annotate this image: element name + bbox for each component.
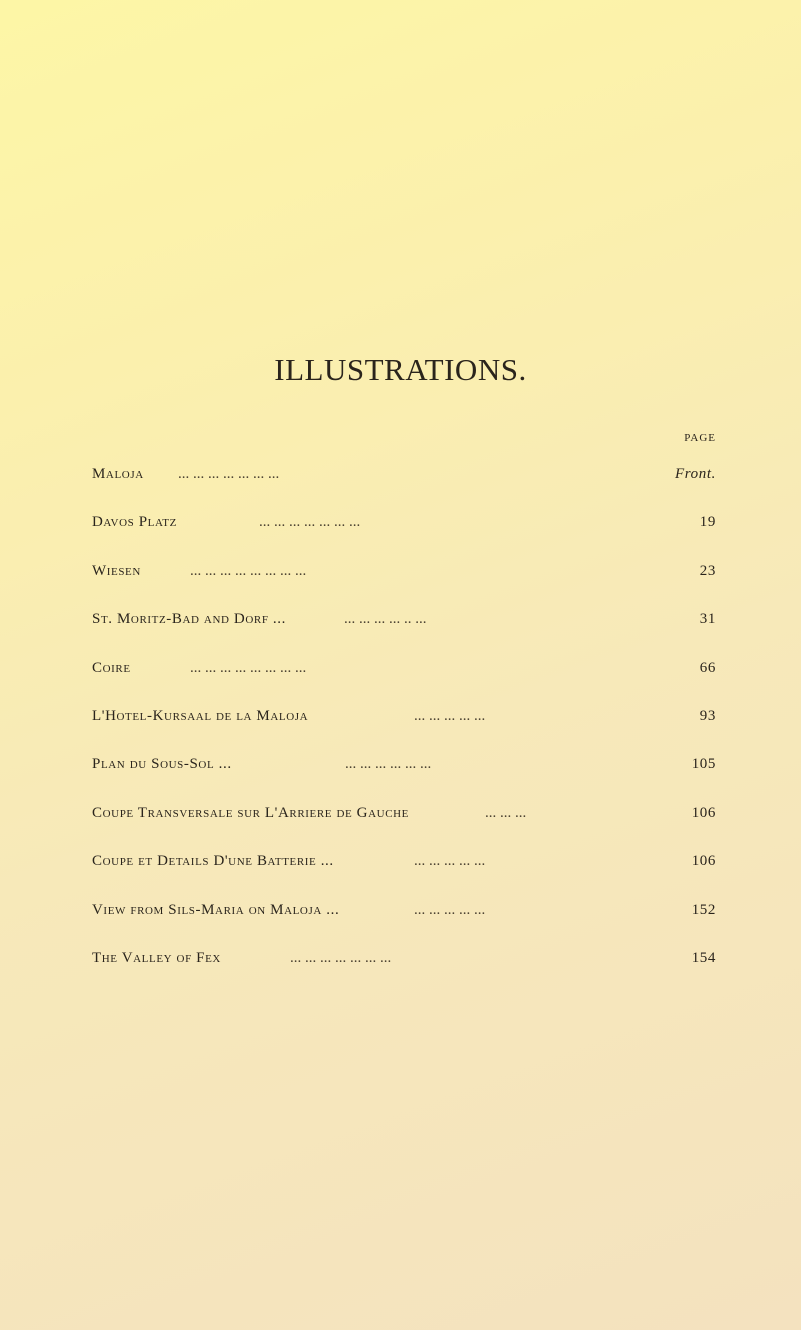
- entry-title: Coupe et Details D'une Batterie ...: [92, 853, 334, 870]
- dot-leader: ... ... ... ... ... ... ... ...: [190, 562, 307, 579]
- entry-page: 19: [699, 514, 716, 531]
- entry-page: 66: [699, 659, 716, 676]
- page-column-label: PAGE: [684, 432, 716, 444]
- dot-leader: ... ... ... ... ...: [414, 853, 486, 870]
- dot-leader: ... ... ... ... .. ...: [344, 611, 427, 628]
- list-item: [92, 504, 716, 552]
- entry-page: 106: [691, 853, 716, 870]
- dot-leader: ... ... ...: [485, 804, 527, 821]
- entry-title: Plan du Sous-Sol ...: [92, 756, 232, 773]
- list-item: [92, 795, 716, 843]
- dot-leader: ... ... ... ... ... ... ...: [290, 949, 392, 966]
- entry-page: 152: [691, 901, 716, 918]
- entry-title: Wiesen: [92, 562, 141, 579]
- page-heading: ILLUSTRATIONS.: [274, 352, 527, 387]
- entry-title: The Valley of Fex: [92, 949, 221, 966]
- list-item: [92, 650, 716, 698]
- list-item: [92, 843, 716, 891]
- dot-leader: ... ... ... ... ...: [414, 901, 486, 918]
- entry-page: 154: [691, 949, 716, 966]
- entry-title: L'Hotel-Kursaal de la Maloja: [92, 707, 309, 724]
- entry-page: 106: [691, 804, 716, 821]
- list-item: [92, 553, 716, 601]
- list-item: [92, 892, 716, 940]
- dot-leader: ... ... ... ... ... ... ... ...: [190, 659, 307, 676]
- list-item: [92, 456, 716, 504]
- list-item: [92, 698, 716, 746]
- illustrations-list: [92, 456, 716, 988]
- list-item: [92, 940, 716, 988]
- entry-title: Davos Platz: [92, 514, 177, 531]
- entry-title: Coire: [92, 659, 131, 676]
- entry-page: 23: [699, 562, 716, 579]
- list-item: [92, 746, 716, 794]
- list-item: [92, 601, 716, 649]
- entry-title: St. Moritz-Bad and Dorf ...: [92, 611, 286, 628]
- entry-page: 93: [699, 707, 716, 724]
- entry-title: Coupe Transversale sur L'Arriere de Gauche: [92, 804, 410, 821]
- dot-leader: ... ... ... ... ... ...: [345, 756, 432, 773]
- dot-leader: ... ... ... ... ... ... ...: [178, 466, 280, 482]
- entry-title: Maloja: [92, 466, 144, 482]
- dot-leader: ... ... ... ... ... ... ...: [259, 514, 361, 531]
- entry-page: 105: [691, 756, 716, 773]
- entry-page: 31: [699, 611, 716, 628]
- entry-page: Front.: [675, 466, 716, 482]
- entry-title: View from Sils-Maria on Maloja ...: [92, 901, 340, 918]
- dot-leader: ... ... ... ... ...: [414, 707, 486, 724]
